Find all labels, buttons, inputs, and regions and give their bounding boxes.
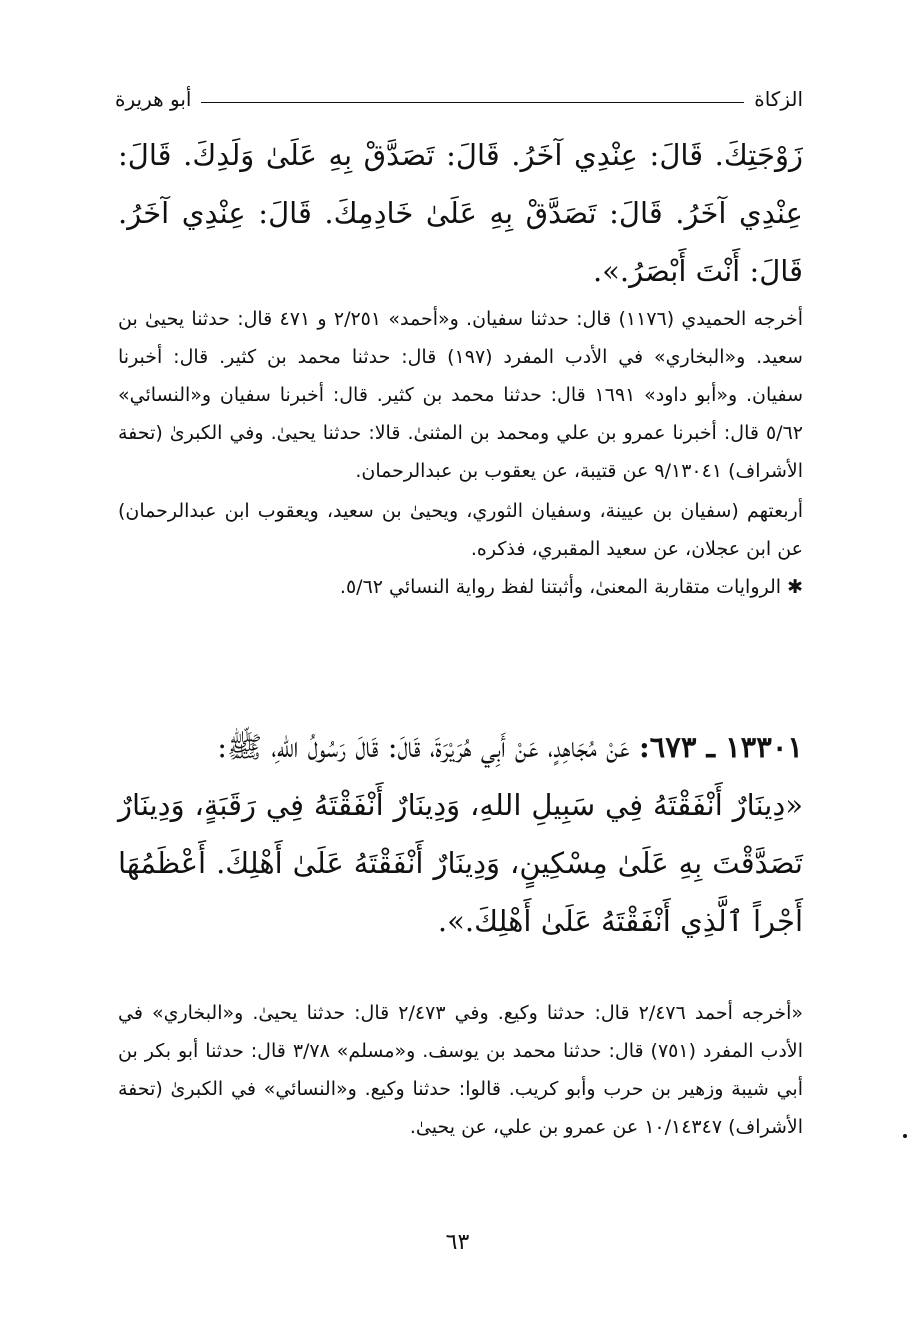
note-text: الروايات متقاربة المعنىٰ، وأثبتنا لفظ رواية النسائي ٥/٦٢.	[339, 576, 782, 598]
takhrij-paragraph: أخرجه الحميدي (١١٧٦) قال: حدثنا سفيان. و«أحمد» ٢/٢٥١ و ٤٧١ قال: حدثنا يحيىٰ بن سعيد. و«البخاري» في الأدب المفرد (١٩٧) قال: حدثنا محمد بن كثير. قال: أخبرنا سفيان. و«أبو داود» ١٦٩١ قال: حدثنا محمد بن كثير. قال: أخبرنا سفيان و«النسائي» ٥/٦٢ قال: أخبرنا عمرو بن علي ومحمد بن المثنىٰ. قالا: حدثنا يحيىٰ. وفي الكبرىٰ (تحفة الأشراف) ٩/١٣٠٤١ عن قتيبة، عن يعقوب بن عبدالرحمان.	[118, 308, 804, 482]
hadith-entry	[118, 718, 803, 950]
margin-mark	[903, 1134, 907, 1138]
hadith-isnad-line	[118, 718, 803, 776]
hadith-continuation: زَوْجَتِكَ. قَالَ: عِنْدِي آخَرُ. قَالَ: تَصَدَّقْ بِهِ عَلَىٰ وَلَدِكَ. قَالَ: عِنْدِي آخَرُ. قَالَ: تَصَدَّقْ بِهِ عَلَىٰ خَادِمِكَ. قَالَ: عِنْدِي آخَرُ. قَالَ: أَنْتَ أَبْصَرُ.».	[118, 138, 803, 288]
takhrij-note	[118, 568, 803, 606]
asterisk-icon: ✱	[787, 576, 803, 598]
header-rule	[201, 102, 744, 103]
takhrij-notes-1	[118, 300, 803, 606]
hadith-isnad: عَنْ مُجَاهِدٍ، عَنْ أَبِي هُرَيْرَةَ، قَالَ: قَالَ رَسُولُ اللهِ، ﷺ:	[217, 730, 630, 764]
running-header	[115, 82, 803, 112]
narrator-title: أبو هريرة	[115, 87, 192, 111]
page-number: ٦٣	[445, 1230, 470, 1255]
chapter-title: الزكاة	[754, 87, 803, 111]
hadith-matn: «دِينَارٌ أَنْفَقْتَهُ فِي سَبِيلِ اللهِ، وَدِينَارٌ أَنْفَقْتَهُ فِي رَقَبَةٍ، وَدِينَارٌ تَصَدَّقْتَ بِهِ عَلَىٰ مِسْكِينٍ، وَدِينَارٌ أَنْفَقْتَهُ عَلَىٰ أَهْلِكَ. أَعْظَمُهَا أَجْراً ٱلَّذِي أَنْفَقْتَهُ عَلَىٰ أَهْلِكَ.».	[118, 788, 803, 938]
takhrij-notes-2: «أخرجه أحمد ٢/٤٧٦ قال: حدثنا وكيع. وفي ٢/٤٧٣ قال: حدثنا يحيىٰ. و«البخاري» في الأدب المفرد (٧٥١) قال: حدثنا محمد بن يوسف. و«مسلم» ٣/٧٨ قال: حدثنا أبو بكر بن أبي شيبة وزهير بن حرب وأبو كريب. قالوا: حدثنا وكيع. و«النسائي» في الكبرىٰ (تحفة الأشراف) ١٠/١٤٣٤٧ عن عمرو بن علي، عن يحيىٰ.	[118, 1002, 803, 1138]
hadith-number: ١٣٣٠١ ـ ٦٧٣:	[638, 730, 803, 764]
takhrij-paragraph: أربعتهم (سفيان بن عيينة، وسفيان الثوري، ويحيىٰ بن سعيد، ويعقوب ابن عبدالرحمان) عن ابن عجلان، عن سعيد المقبري، فذكره.	[118, 500, 803, 560]
